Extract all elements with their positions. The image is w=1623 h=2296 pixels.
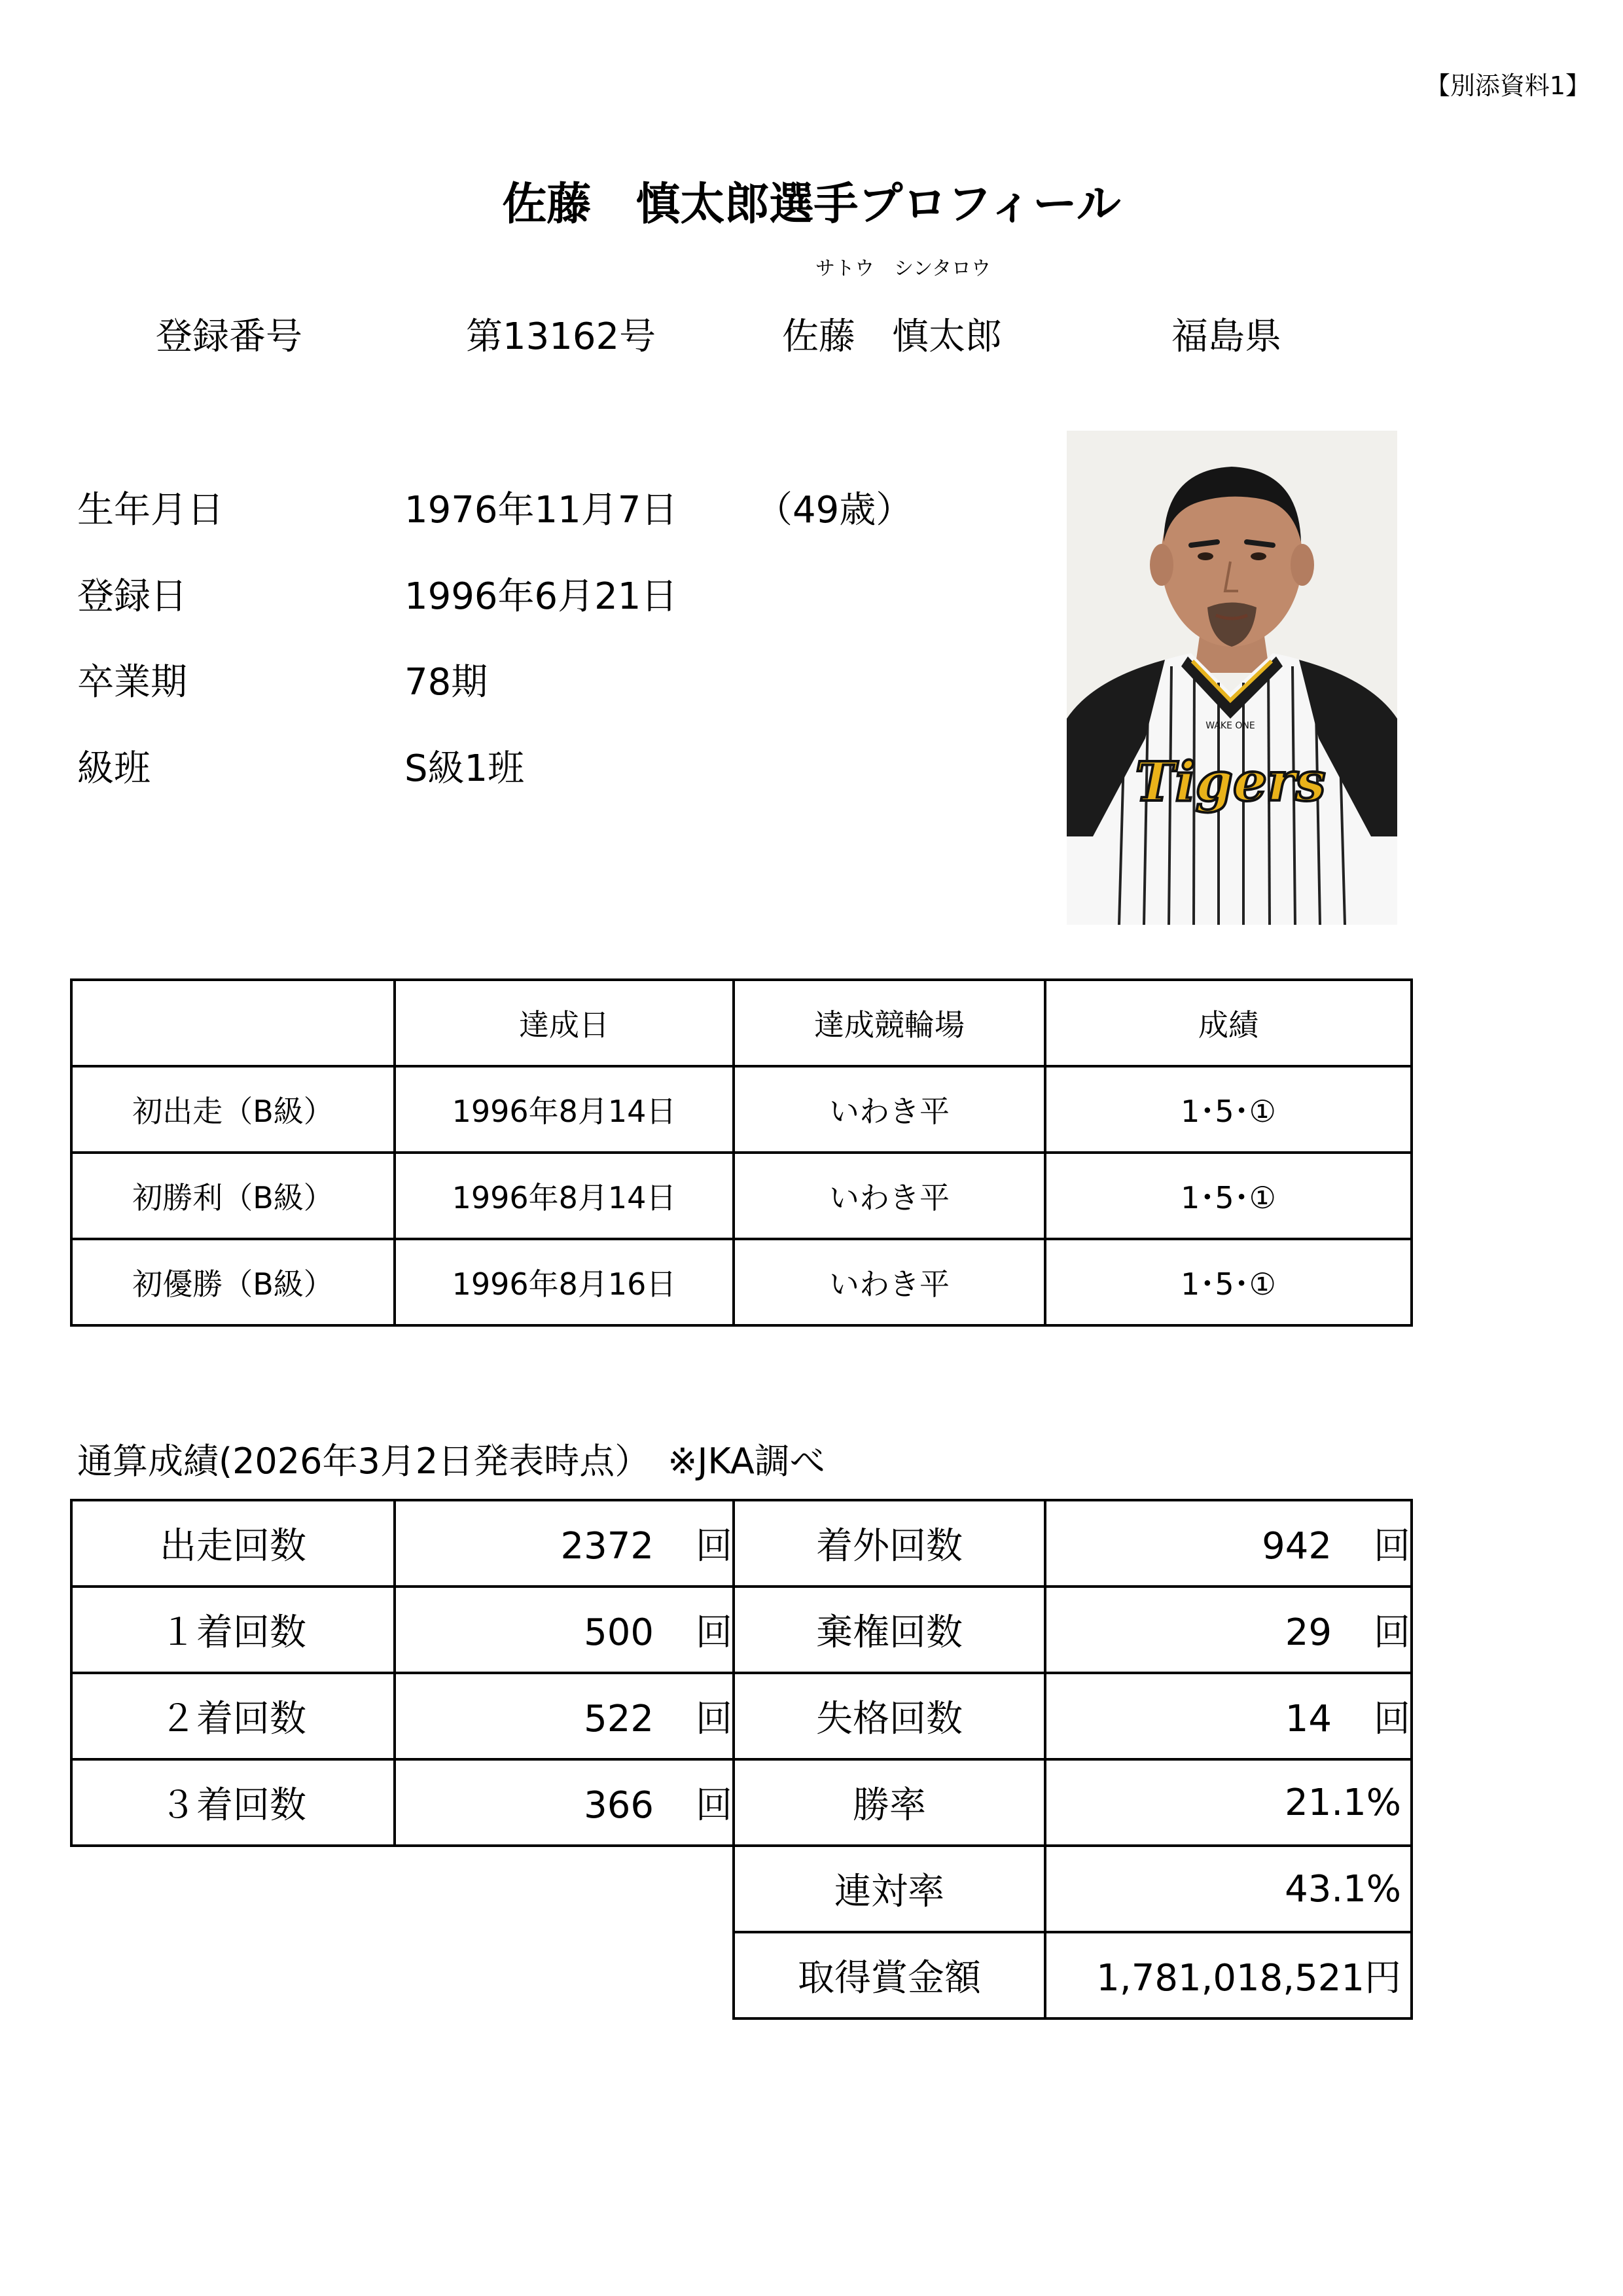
stat-value: 43.1%: [1045, 1846, 1412, 1932]
header-cell: [71, 980, 395, 1066]
achievement-date: 1996年8月14日: [395, 1066, 734, 1153]
unit-label: 回: [696, 1784, 732, 1827]
stat-label: 出走回数: [71, 1500, 395, 1587]
registration-date-value: 1996年6月21日: [404, 575, 678, 618]
achievements-table: [70, 978, 1413, 1327]
header-cell: 達成競輪場: [734, 980, 1045, 1066]
unit-label: 回: [696, 1698, 732, 1740]
registration-label: 登録番号: [156, 315, 302, 358]
table-row: [71, 1153, 1412, 1239]
achievement-venue: いわき平: [734, 1066, 1045, 1153]
achievement-label: 初優勝（B級）: [71, 1239, 395, 1325]
achievement-date: 1996年8月14日: [395, 1153, 734, 1239]
achievement-label: 初勝利（B級）: [71, 1153, 395, 1239]
stat-value: 2372 回: [395, 1500, 734, 1587]
achievement-result: 1･5･①: [1045, 1066, 1412, 1153]
class-rank-value: S級1班: [404, 747, 525, 790]
registration-date-label: 登録日: [77, 575, 187, 618]
birthdate-label: 生年月日: [77, 489, 224, 531]
age-value: （49歳）: [756, 489, 913, 531]
table-row: [71, 1846, 1412, 1932]
achievement-label: 初出走（B級）: [71, 1066, 395, 1153]
registration-name: 佐藤 慎太郎: [782, 315, 1002, 358]
graduation-term-label: 卒業期: [77, 661, 187, 704]
stat-value: 1,781,018,521円: [1045, 1932, 1412, 2018]
stat-label: 取得賞金額: [734, 1932, 1045, 2018]
unit-label: 回: [1374, 1611, 1410, 1654]
achievement-venue: いわき平: [734, 1153, 1045, 1239]
table-row: [71, 1587, 1412, 1673]
stat-label: 棄権回数: [734, 1587, 1045, 1673]
table-row: [71, 1932, 1412, 2018]
page-title: 佐藤 慎太郎選手プロフィール: [502, 179, 1121, 230]
stat-value: 29 回: [1045, 1587, 1412, 1673]
achievement-venue: いわき平: [734, 1239, 1045, 1325]
svg-text:Tigers: Tigers: [1135, 751, 1326, 814]
table-row: [71, 1673, 1412, 1759]
stat-value: 942 回: [1045, 1500, 1412, 1587]
unit-label: 回: [1374, 1698, 1410, 1740]
stat-value: 522 回: [395, 1673, 734, 1759]
table-row: [71, 1759, 1412, 1846]
class-rank-label: 級班: [77, 747, 151, 790]
stat-label: １着回数: [71, 1587, 395, 1673]
header-cell: 達成日: [395, 980, 734, 1066]
unit-label: 回: [1374, 1525, 1410, 1568]
stat-label: 連対率: [734, 1846, 1045, 1932]
stat-value: 21.1%: [1045, 1759, 1412, 1846]
name-kana: サトウ シンタロウ: [815, 257, 991, 280]
unit-label: 回: [696, 1525, 732, 1568]
table-header-row: [71, 980, 1412, 1066]
appendix-label: 【別添資料1】: [1425, 71, 1590, 100]
achievement-result: 1･5･①: [1045, 1153, 1412, 1239]
stat-value: 500 回: [395, 1587, 734, 1673]
graduation-term-value: 78期: [404, 661, 488, 704]
birthdate-value: 1976年11月7日: [404, 489, 678, 531]
stat-value: 366 回: [395, 1759, 734, 1846]
header-cell: 成績: [1045, 980, 1412, 1066]
registration-number: 第13162号: [466, 315, 656, 358]
svg-text:WAKE ONE: WAKE ONE: [1205, 721, 1255, 731]
stat-label: ２着回数: [71, 1673, 395, 1759]
stat-label: 着外回数: [734, 1500, 1045, 1587]
rider-photo: [1067, 431, 1397, 925]
career-summary-title: 通算成績(2026年3月2日発表時点） ※JKA調べ: [77, 1441, 825, 1482]
stat-label: ３着回数: [71, 1759, 395, 1846]
stat-value: 14 回: [1045, 1673, 1412, 1759]
career-stats-table: [70, 1499, 1413, 2020]
achievement-result: 1･5･①: [1045, 1239, 1412, 1325]
achievement-date: 1996年8月16日: [395, 1239, 734, 1325]
table-row: [71, 1239, 1412, 1325]
registration-prefecture: 福島県: [1171, 315, 1281, 358]
unit-label: 回: [696, 1611, 732, 1654]
table-row: [71, 1500, 1412, 1587]
stat-label: 失格回数: [734, 1673, 1045, 1759]
table-row: [71, 1066, 1412, 1153]
stat-label: 勝率: [734, 1759, 1045, 1846]
